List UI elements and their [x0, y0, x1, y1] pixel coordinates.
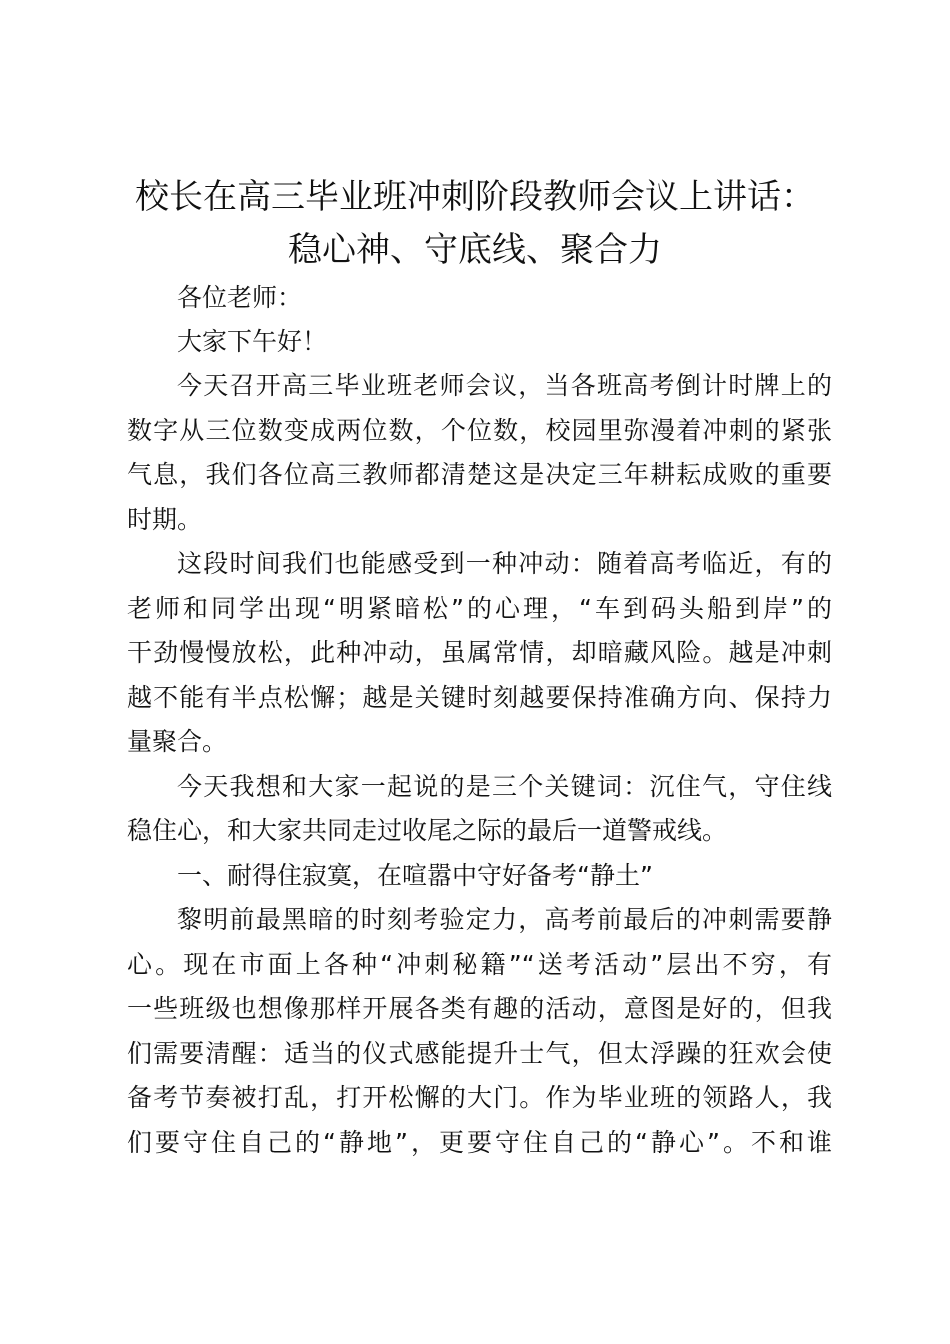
paragraph-line: 今天我想和大家一起说的是三个关键词：沉住气，守住线: [177, 772, 832, 801]
paragraph-line: 气息，我们各位高三教师都清楚这是决定三年耕耘成败的重要: [127, 460, 832, 489]
paragraph-line: 越不能有半点松懈；越是关键时刻越要保持准确方向、保持力: [127, 683, 832, 712]
paragraph-line: 数字从三位数变成两位数，个位数，校园里弥漫着冲刺的紧张: [127, 416, 832, 445]
paragraph-line: 备考节奏被打乱，打开松懈的大门。作为毕业班的领路人，我: [127, 1083, 832, 1112]
paragraph-line: 稳住心，和大家共同走过收尾之际的最后一道警戒线。: [127, 816, 728, 845]
paragraph-line: 一些班级也想像那样开展各类有趣的活动，意图是好的，但我: [127, 994, 832, 1023]
greeting: 大家下午好！: [177, 327, 328, 356]
salutation: 各位老师：: [177, 283, 303, 312]
paragraph-line: 心。现在市面上各种“冲刺秘籍”“送考活动”层出不穷，有: [127, 950, 832, 979]
paragraph-line: 时期。: [127, 505, 203, 534]
paragraph-line: 这段时间我们也能感受到一种冲动：随着高考临近，有的: [177, 549, 832, 578]
paragraph-line: 黎明前最黑暗的时刻考验定力，高考前最后的冲刺需要静: [177, 905, 832, 934]
section-heading-1: 一、耐得住寂寞，在喧嚣中守好备考“静土”: [177, 861, 653, 890]
paragraph-line: 们要守住自己的“静地”，更要守住自己的“静心”。不和谁: [127, 1128, 832, 1157]
document-title-line-2: 稳心神、守底线、聚合力: [288, 230, 662, 270]
paragraph-line: 干劲慢慢放松，此种冲动，虽属常情，却暗藏风险。越是冲刺: [127, 638, 832, 667]
paragraph-line: 今天召开高三毕业班老师会议，当各班高考倒计时牌上的: [177, 371, 832, 400]
document-title-line-1: 校长在高三毕业班冲刺阶段教师会议上讲话：: [135, 177, 815, 217]
paragraph-line: 们需要清醒：适当的仪式感能提升士气，但太浮躁的狂欢会使: [127, 1039, 832, 1068]
paragraph-line: 老师和同学出现“明紧暗松”的心理，“车到码头船到岸”的: [127, 594, 832, 623]
paragraph-line: 量聚合。: [127, 727, 228, 756]
